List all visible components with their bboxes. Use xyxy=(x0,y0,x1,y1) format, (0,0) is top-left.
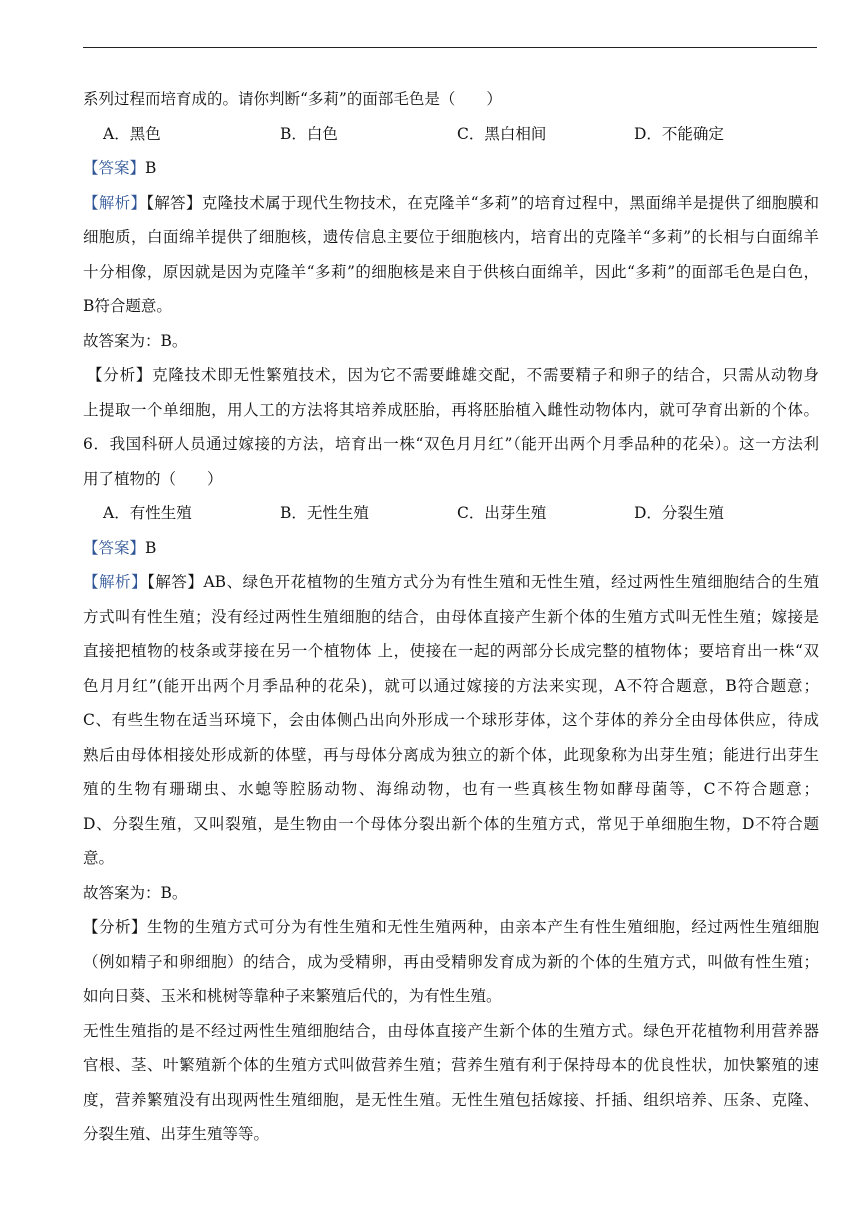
text-line xyxy=(83,703,819,738)
text-line xyxy=(83,1014,819,1049)
line-text: 上提取一个单细胞，用人工的方法将其培养成胚胎，再将胚胎植入雌性动物体内，就可孕育出新的个体。 xyxy=(83,400,819,419)
answer-options xyxy=(83,117,819,152)
option-item: C．出芽生殖 xyxy=(457,504,547,522)
line-text: 分裂生殖、出芽生殖等等。 xyxy=(83,1125,270,1143)
text-line xyxy=(83,462,819,497)
text-line xyxy=(83,1048,819,1083)
line-text: 殖的生物有珊瑚虫、水螅等腔肠动物、海绵动物，也有一些真核生物如酵母菌等，C不符合题意； xyxy=(83,780,819,798)
line-text: 方式叫有性生殖；没有经过两性生殖细胞的结合，由母体直接产生新个体的生殖方式叫无性生殖；嫁接是 xyxy=(83,607,819,626)
line-text: 6．我国科研人员通过嫁接的方法，培育出一株“双色月月红”（能开出两个月季品种的花朵）。这一方法利 xyxy=(83,435,819,453)
line-text: 细胞质，白面绵羊提供了细胞核，遗传信息主要位于细胞核内，培育出的克隆羊“多莉”的长相与白面绵羊 xyxy=(83,228,819,246)
option-item: A．黑色 xyxy=(103,124,161,143)
option-item: B．白色 xyxy=(280,124,338,143)
text-line xyxy=(83,1083,819,1118)
text-line xyxy=(83,807,819,842)
text-line xyxy=(83,393,819,428)
option-item: D．分裂生殖 xyxy=(634,504,724,522)
text-line xyxy=(83,255,819,290)
section-tag: 【答案】 xyxy=(83,538,146,557)
line-text: D、分裂生殖，又叫裂殖，是生物由一个母体分裂出新个体的生殖方式，常见于单细胞生物，D不符合题 xyxy=(83,814,819,833)
document-body xyxy=(83,82,819,1152)
text-line xyxy=(83,600,819,635)
text-line xyxy=(83,324,819,359)
text-line xyxy=(83,738,819,773)
option-item: B．无性生殖 xyxy=(280,504,369,522)
text-line xyxy=(83,669,819,704)
text-line xyxy=(83,531,819,566)
text-line xyxy=(83,289,819,324)
line-text: （例如精子和卵细胞）的结合，成为受精卵，再由受精卵发育成为新的个体的生殖方式，叫做有性生殖； xyxy=(83,952,819,971)
line-text: 直接把植物的枝条或芽接在另一个植物体 上，使接在一起的两部分长成完整的植物体；要培育出一株“双 xyxy=(83,642,819,660)
line-text: 【分析】生物的生殖方式可分为有性生殖和无性生殖两种，由亲本产生有性生殖细胞，经过两性生殖细胞 xyxy=(83,918,819,936)
text-line xyxy=(83,82,819,117)
text-line xyxy=(83,151,819,186)
line-text: 【解答】克隆技术属于现代生物技术，在克隆羊“多莉”的培育过程中，黑面绵羊是提供了细胞膜和 xyxy=(146,193,819,212)
text-line xyxy=(83,876,819,911)
text-line xyxy=(83,186,819,221)
option-item: C．黑白相间 xyxy=(457,124,547,143)
text-line xyxy=(83,772,819,807)
line-text: 色月月红”(能开出两个月季品种的花朵)，就可以通过嫁接的方法来实现，A不符合题意，B符合题意； xyxy=(83,676,819,695)
text-line xyxy=(83,634,819,669)
line-text: 无性生殖指的是不经过两性生殖细胞结合，由母体直接产生新个体的生殖方式。绿色开花植物利用营养器 xyxy=(83,1021,819,1040)
section-tag: 【解析】 xyxy=(83,193,147,212)
line-text: 十分相像，原因就是因为克隆羊“多莉”的细胞核是来自于供核白面绵羊，因此“多莉”的面部毛色是白色， xyxy=(83,262,819,281)
line-text: 如向日葵、玉米和桃树等靠种子来繁殖后代的，为有性生殖。 xyxy=(83,987,502,1005)
line-text: 度，营养繁殖没有出现两性生殖细胞，是无性生殖。无性生殖包括嫁接、扦插、组织培养、压条、克隆、 xyxy=(83,1090,819,1109)
text-line xyxy=(83,910,819,945)
section-tag: 【答案】 xyxy=(83,159,146,177)
text-line xyxy=(83,841,819,876)
line-text: 意。 xyxy=(83,849,115,867)
option-item: A．有性生殖 xyxy=(103,504,192,522)
section-tag: 【解析】 xyxy=(83,573,148,591)
header-rule xyxy=(83,47,817,48)
line-text: 【分析】克隆技术即无性繁殖技术，因为它不需要雌雄交配，不需要精子和卵子的结合，只需从动物身 xyxy=(87,366,819,384)
line-text: 故答案为：B。 xyxy=(83,883,188,902)
text-line xyxy=(83,945,819,980)
text-line xyxy=(83,220,819,255)
line-text: 官根、茎、叶繁殖新个体的生殖方式叫做营养生殖；营养生殖有利于保持母本的优良性状，加快繁殖的速 xyxy=(83,1056,819,1074)
line-text: B xyxy=(145,159,157,177)
text-line xyxy=(83,427,819,462)
text-line xyxy=(83,358,819,393)
text-line xyxy=(83,1117,819,1152)
text-line xyxy=(83,979,819,1014)
line-text: 熟后由母体相接处形成新的体壁，再与母体分离成为独立的新个体，此现象称为出芽生殖；能进行出芽生 xyxy=(83,745,819,764)
line-text: 系列过程而培育成的。请你判断“多莉”的面部毛色是（ ） xyxy=(83,90,502,108)
line-text: B xyxy=(145,538,157,557)
text-line xyxy=(83,565,819,600)
line-text: 用了植物的（ ） xyxy=(83,469,223,488)
line-text: 【解答】AB、绿色开花植物的生殖方式分为有性生殖和无性生殖，经过两性生殖细胞结合的生殖 xyxy=(147,573,819,591)
line-text: C、有些生物在适当环境下，会由体侧凸出向外形成一个球形芽体，这个芽体的养分全由母体供应，待成 xyxy=(83,711,819,729)
option-item: D．不能确定 xyxy=(634,124,724,143)
answer-options xyxy=(83,496,819,531)
line-text: 故答案为：B。 xyxy=(83,331,188,350)
line-text: B符合题意。 xyxy=(83,297,172,315)
